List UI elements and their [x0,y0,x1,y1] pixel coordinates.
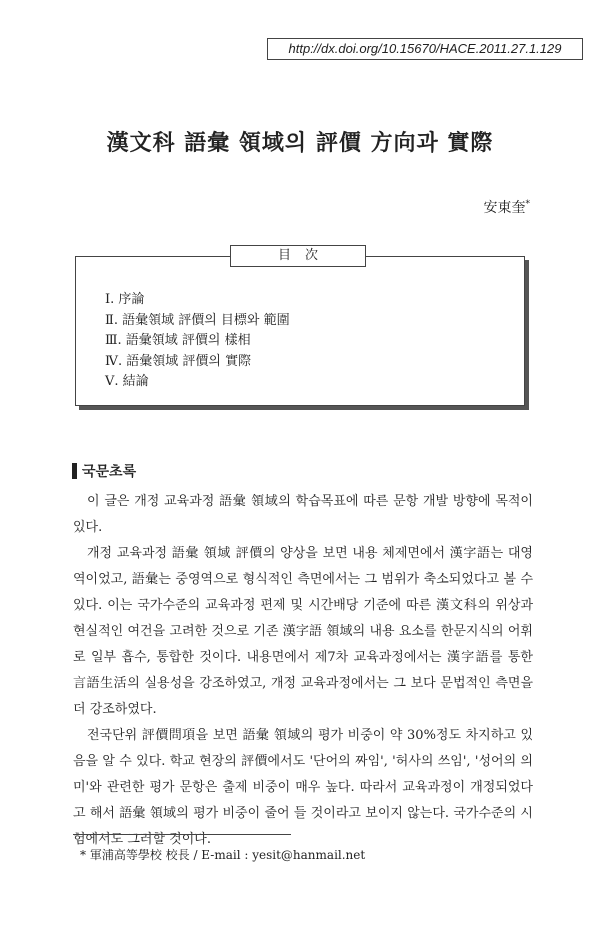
author-name: 安東奎 [483,200,526,216]
toc-item: Ⅲ. 語彙領域 評價의 樣相 [105,333,251,348]
toc-item: Ⅰ. 序論 [105,292,145,307]
footnote-divider [73,834,291,835]
toc-item: Ⅴ. 結論 [105,374,149,389]
abstract-paragraph: 개정 교육과정 語彙 領域 評價의 양상을 보면 내용 체제면에서 漢字語는 대영역이었고, 語彙는 중영역으로 형식적인 측면에서는 그 범위가 축소되었다고 볼 수 있다. 이는 국가수준의 교육과정 편제 및 시간배당 기준에 따른 漢文科의 위상과 현실적인 여건을 고려한 것으로 기존 漢字語 領域의 내용 요소를 한문지식의 어휘로 일부 흡수, 통합한 것이다. 내용면에서 제7차 교육과정에서는 漢字語를 통한 言語生活의 실용성을 강조하였고, 개정 교육과정에서는 그 보다 문법적인 측면을 더 강조하였다. [73,546,533,717]
abstract-body [73,489,533,853]
abstract-paragraph: 이 글은 개정 교육과정 語彙 領域의 학습목표에 따른 문항 개발 방향에 목적이 있다. [73,494,533,535]
footnote: * 軍浦高等學校 校長 / E-mail : yesit@hanmail.net [80,848,366,862]
abstract-heading-text: 국문초록 [82,464,137,480]
author-footnote-mark: * [525,199,530,210]
abstract-paragraph: 전국단위 評價問項을 보면 語彙 領域의 평가 비중이 약 30%정도 차지하고 있음을 알 수 있다. 학교 현장의 評價에서도 '단어의 짜임', '허사의 쓰임', '성어의 의미'와 관련한 평가 문항은 출제 비중이 매우 높다. 따라서 교육과정이 개정되었다고 해서 語彙 領域의 평가 비중이 줄어 들 것이라고 보이지 않는다. 국가수준의 시험에서도 그러할 것이다. [73,728,533,847]
heading-bar [72,463,77,479]
author [484,197,531,217]
abstract-heading [72,461,136,481]
toc-list [105,290,290,393]
toc-item: Ⅳ. 語彙領域 評價의 實際 [105,353,252,369]
paper-title: 漢文科 語彙 領域의 評價 方向과 實際 [106,130,494,156]
toc-item: Ⅱ. 語彙領域 評價의 目標와 範圍 [105,312,290,328]
toc-heading: 目次 [230,245,366,267]
doi-link[interactable]: http://dx.doi.org/10.15670/HACE.2011.27.1.129 [267,38,583,60]
